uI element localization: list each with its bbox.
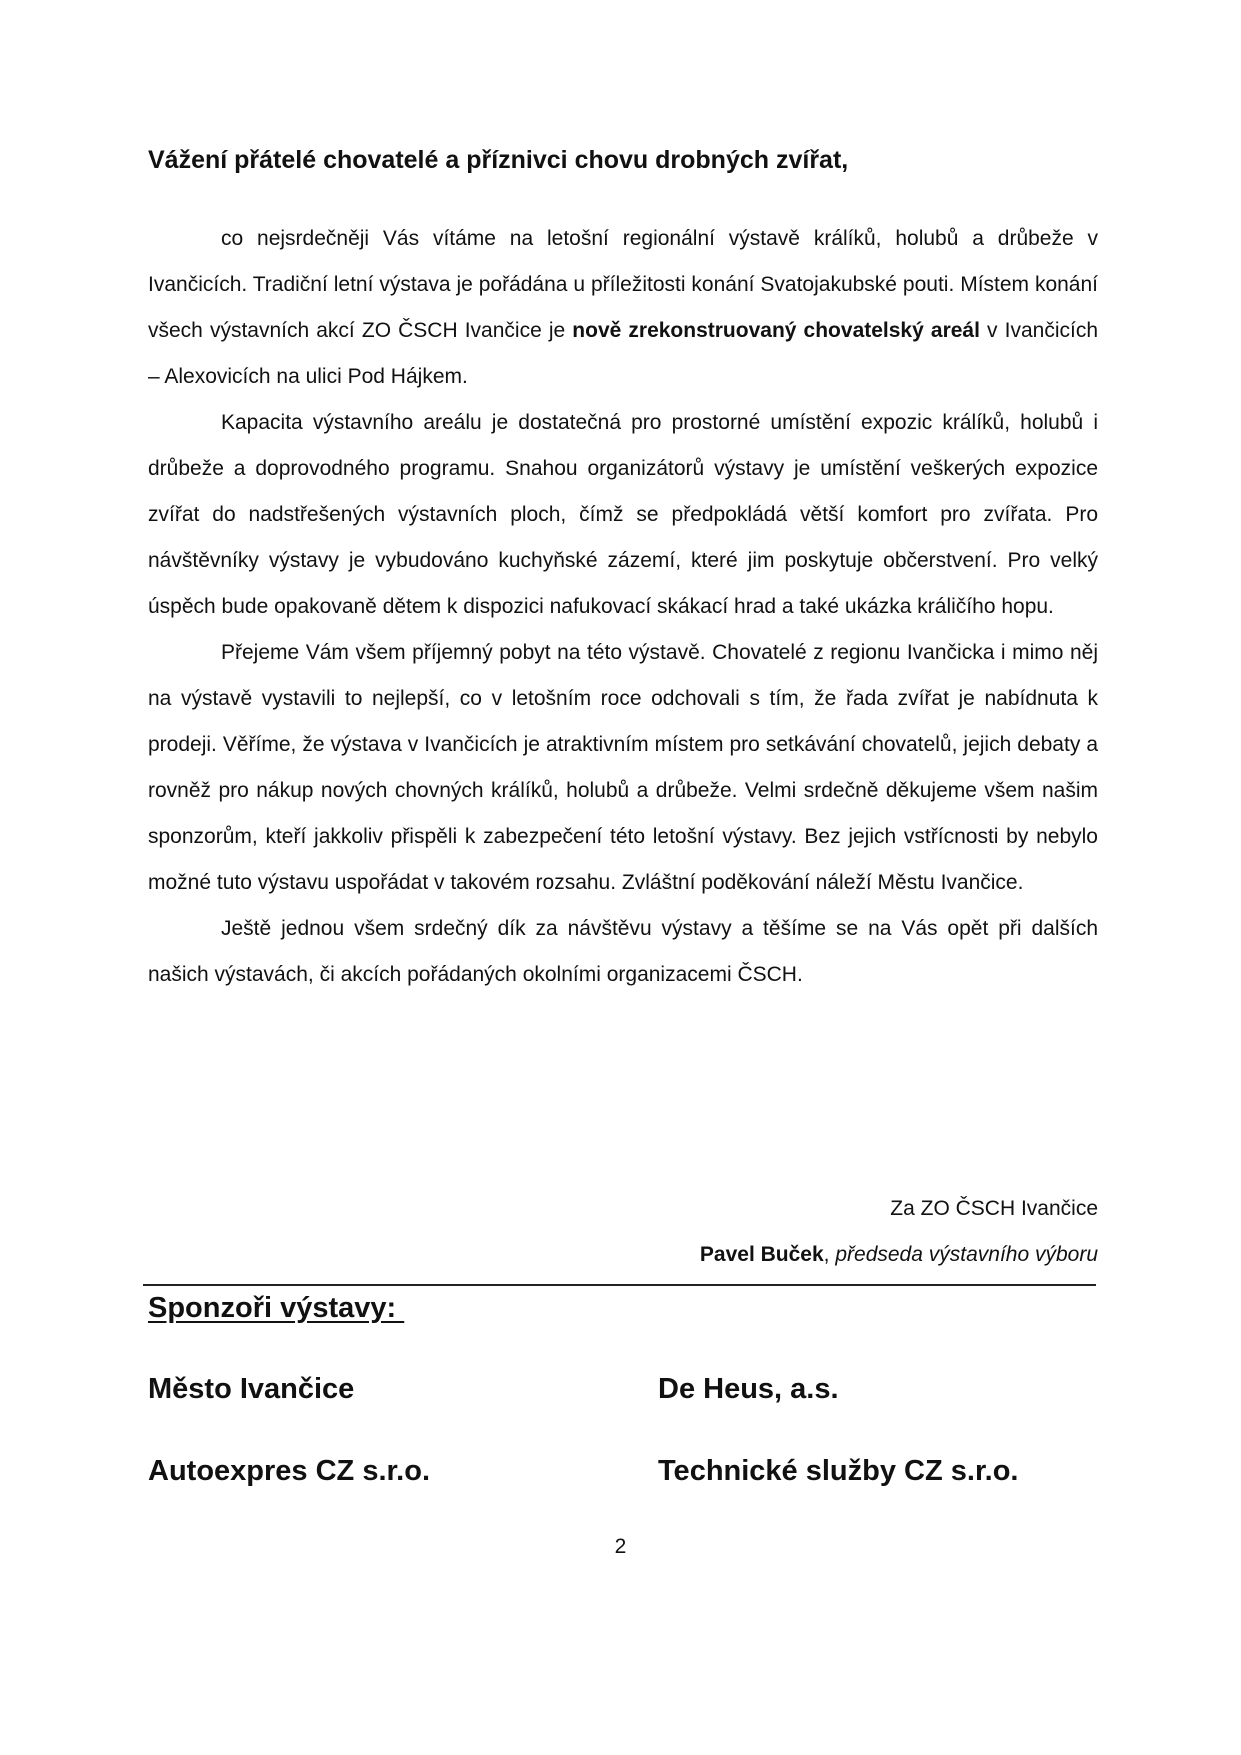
sponsor-item: De Heus, a.s. bbox=[658, 1373, 839, 1405]
letter-body bbox=[148, 140, 1098, 998]
page-number: 2 bbox=[614, 1535, 627, 1558]
sponsors-heading: Sponzoři výstavy: bbox=[148, 1292, 405, 1324]
paragraph-1-bold-text: nově zrekonstruovaný chovatelský areál bbox=[572, 319, 980, 342]
signature-separator: , bbox=[823, 1243, 836, 1266]
paragraph-1-text-a: co nejsrdečněji Vás vítáme na letošní regionální výstavě králíků, holubů a drůbeže v Ivančicích. Tradiční letní výstava je pořádána u příležitosti konání Svatojakubské pouti. Místem konání všech výstavních akcí ZO ČSCH Ivančice je bbox=[148, 227, 1098, 342]
signature-name: Pavel Buček bbox=[699, 1243, 824, 1266]
sponsor-item: Technické služby CZ s.r.o. bbox=[658, 1455, 1019, 1487]
letter-paragraph-4: Ještě jednou všem srdečný dík za návštěvu výstavy a těšíme se na Vás opět při dalších našich výstavách, či akcích pořádaných okolními organizacemi ČSCH. bbox=[148, 917, 1098, 986]
sponsor-item: Město Ivančice bbox=[148, 1373, 355, 1405]
sponsor-item: Autoexpres CZ s.r.o. bbox=[148, 1455, 431, 1487]
letter-greeting: Vážení přátelé chovatelé a příznivci chovu drobných zvířat, bbox=[148, 146, 849, 174]
signature-organization: Za ZO ČSCH Ivančice bbox=[890, 1197, 1098, 1220]
letter-paragraph-3: Přejeme Vám všem příjemný pobyt na této výstavě. Chovatelé z regionu Ivančicka i mimo něj na výstavě vystavili to nejlepší, co v letošním roce odchovali s tím, že řada zvířat je nabídnuta k prodeji. Věříme, že výstava v Ivančicích je atraktivním místem pro setkávání chovatelů, jejich debaty a rovněž pro nákup nových chovných králíků, holubů a drůbeže. Velmi srdečně děkujeme všem našim sponzorům, kteří jakkoliv přispěli k zabezpečení této letošní výstavy. Bez jejich vstřícnosti by nebylo možné tuto výstavu uspořádat v takovém rozsahu. Zvláštní poděkování náleží Městu Ivančice. bbox=[148, 641, 1098, 894]
letter-paragraph-1 bbox=[148, 216, 1098, 400]
signature-block bbox=[700, 1186, 1098, 1278]
signature-role: předseda výstavního výboru bbox=[835, 1243, 1098, 1266]
paragraph-1-text-b: v Ivančicích – Alexovicích na ulici Pod Hájkem. bbox=[148, 319, 1098, 388]
letter-paragraph-2: Kapacita výstavního areálu je dostatečná pro prostorné umístění expozic králíků, holubů i drůbeže a doprovodného programu. Snahou organizátorů výstavy je umístění veškerých expozice zvířat do nadstřešených výstavních ploch, čímž se předpokládá větší komfort pro zvířata. Pro návštěvníky výstavy je vybudováno kuchyňské zázemí, které jim poskytuje občerstvení. Pro velký úspěch bude opakovaně dětem k dispozici nafukovací skákací hrad a také ukázka králičího hopu. bbox=[148, 411, 1098, 618]
signature-line bbox=[700, 1232, 1098, 1278]
section-divider bbox=[143, 1284, 1096, 1286]
